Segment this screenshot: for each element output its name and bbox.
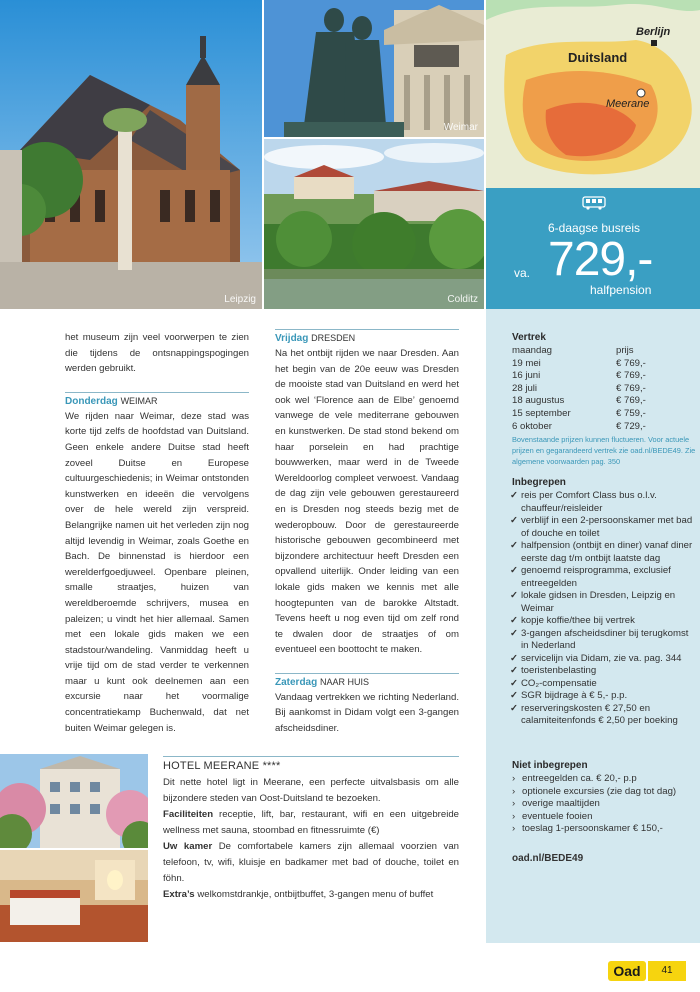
col1-divider xyxy=(65,392,249,393)
departure-date: 18 augustus xyxy=(512,395,565,407)
colditz-caption: Colditz xyxy=(447,294,478,305)
day-friday-heading xyxy=(275,331,459,346)
included-text: reis per Comfort Class bus o.l.v. chauffeur/reisleider xyxy=(521,490,657,514)
hotel-section xyxy=(163,756,459,903)
list-item xyxy=(512,823,676,836)
departure-price: € 759,- xyxy=(616,407,646,419)
excluded-text: optionele excursies (zie dag tot dag) xyxy=(522,785,677,797)
day-saturday-heading xyxy=(275,675,459,690)
list-item xyxy=(510,665,698,678)
included-text: reserveringskosten € 27,50 en calamiteitenfonds € 2,50 per boeking xyxy=(521,702,678,726)
hotel-room xyxy=(163,839,459,887)
goethe-schiller-statue-illustration xyxy=(264,0,484,137)
list-item xyxy=(512,811,676,824)
list-item xyxy=(510,565,698,590)
table-row xyxy=(512,358,646,371)
excluded-text: overige maaltijden xyxy=(522,798,600,809)
col-price-header: prijs xyxy=(616,345,634,356)
departure-date: 28 juli xyxy=(512,382,538,394)
price-prefix: va. xyxy=(514,266,531,280)
included-text: lokale gidsen in Dresden, Leipzig en Weimar xyxy=(521,590,676,614)
table-row xyxy=(512,383,646,396)
chevron-right-icon: › xyxy=(512,773,516,784)
departure-heading: Vertrek xyxy=(512,332,546,343)
included-text: 3-gangen afscheidsdiner bij terugkomst in Nederland xyxy=(521,627,689,651)
price-note: Bovenstaande prijzen kunnen fluctueren. Voor actuele prijzen en gegarandeerd vertrek zie oad.nl/BEDE49. Zie algemene voorwaarden pag. 350 xyxy=(512,435,696,466)
departure-price: € 769,- xyxy=(616,395,646,407)
departure-price: € 769,- xyxy=(616,382,646,394)
list-item xyxy=(510,703,698,728)
oad-logo xyxy=(608,961,646,981)
list-item xyxy=(510,628,698,653)
hotel-facilities xyxy=(163,807,459,839)
included-heading: Inbegrepen xyxy=(512,477,566,488)
colditz-castle-illustration xyxy=(264,139,484,309)
day-place: WEIMAR xyxy=(120,395,158,406)
checkmark-icon: ✓ xyxy=(510,590,519,601)
photo-weimar xyxy=(264,0,484,137)
departure-price: € 769,- xyxy=(616,357,646,369)
list-item xyxy=(512,798,676,811)
chevron-right-icon: › xyxy=(512,798,516,809)
table-row xyxy=(512,395,646,408)
photo-leipzig xyxy=(0,0,262,309)
logo-text: Oad xyxy=(613,963,641,979)
list-item xyxy=(510,690,698,703)
column-2 xyxy=(275,329,459,752)
trip-type: 6-daagse busreis xyxy=(548,221,641,235)
day-thursday-heading xyxy=(65,394,249,409)
column-1 xyxy=(65,330,249,751)
checkmark-icon: ✓ xyxy=(510,690,519,701)
checkmark-icon: ✓ xyxy=(510,515,519,526)
included-text: verblijf in een 2-persoonskamer met bad of douche en toilet xyxy=(521,515,693,539)
checkmark-icon: ✓ xyxy=(510,677,519,689)
price-box xyxy=(486,188,700,309)
checkmark-icon: ✓ xyxy=(510,540,519,551)
hotel-extras xyxy=(163,887,459,903)
departure-date: 15 september xyxy=(512,407,571,419)
page-number-box xyxy=(648,961,686,981)
extras-text: welkomstdrankje, ontbijtbuffet, 3-gangen menu of buffet xyxy=(194,889,434,900)
excluded-text: entreegelden ca. € 20,- p.p xyxy=(522,773,637,784)
day-label: Zaterdag xyxy=(275,676,318,688)
map-germany xyxy=(486,0,700,188)
bus-icon xyxy=(582,196,606,215)
departure-date: 6 oktober xyxy=(512,420,553,432)
hotel-room-illustration xyxy=(0,850,148,942)
included-text: CO₂-compensatie xyxy=(521,677,597,689)
checkmark-icon: ✓ xyxy=(510,652,519,664)
photo-colditz xyxy=(264,139,484,309)
excluded-text: eventuele fooien xyxy=(522,810,593,822)
table-row xyxy=(512,370,646,383)
room-label: Uw kamer xyxy=(163,841,213,852)
checkmark-icon: ✓ xyxy=(510,665,519,676)
list-item xyxy=(510,678,698,691)
chevron-right-icon: › xyxy=(512,810,516,822)
hotel-divider xyxy=(163,756,459,757)
map-city-berlin: Berlijn xyxy=(636,26,671,38)
list-item xyxy=(510,590,698,615)
list-item xyxy=(510,540,698,565)
col2-divider-1 xyxy=(275,329,459,330)
map-country-label: Duitsland xyxy=(568,50,628,65)
leipzig-caption: Leipzig xyxy=(224,294,256,305)
hotel-intro: Dit nette hotel ligt in Meerane, een perfecte uitvalsbasis om alle bijzondere steden van Oost-Duitsland te bezoeken. xyxy=(163,777,459,804)
departure-date: 19 mei xyxy=(512,357,541,369)
photo-hotel-exterior xyxy=(0,754,148,848)
included-list xyxy=(510,490,698,728)
facilities-label: Faciliteiten xyxy=(163,809,214,820)
weimar-caption: Weimar xyxy=(443,122,478,133)
day-label: Vrijdag xyxy=(275,333,309,344)
list-item xyxy=(510,515,698,540)
checkmark-icon: ✓ xyxy=(510,615,519,626)
page-number: 41 xyxy=(661,965,673,976)
facilities-text: receptie, lift, bar, restaurant, wifi en een uitgebreide wellness met sauna, stoombad en fitnessruimte (€) xyxy=(163,809,459,836)
list-item xyxy=(510,490,698,515)
included-text: toeristenbelasting xyxy=(521,665,597,676)
list-item xyxy=(512,773,676,786)
included-text: SGR bijdrage à € 5,- p.p. xyxy=(521,690,628,701)
departure-date: 16 juni xyxy=(512,370,541,382)
booking-link[interactable]: oad.nl/BEDE49 xyxy=(512,853,584,864)
included-text: kopje koffie/thee bij vertrek xyxy=(521,615,635,626)
col2-divider-2 xyxy=(275,673,459,674)
excluded-heading: Niet inbegrepen xyxy=(512,760,588,771)
list-item xyxy=(510,615,698,628)
photo-hotel-room xyxy=(0,850,148,942)
checkmark-icon: ✓ xyxy=(510,627,519,639)
list-item xyxy=(510,653,698,666)
day-place: DRESDEN xyxy=(311,333,356,343)
table-row xyxy=(512,408,646,421)
excluded-text: toeslag 1-persoonskamer € 150,- xyxy=(522,823,663,834)
hotel-title: HOTEL MEERANE **** xyxy=(163,760,281,772)
meerane-marker xyxy=(637,89,645,97)
checkmark-icon: ✓ xyxy=(510,490,519,501)
price-value: 729,- xyxy=(548,233,653,286)
checkmark-icon: ✓ xyxy=(510,702,519,714)
excluded-list xyxy=(512,773,676,836)
chevron-right-icon: › xyxy=(512,823,516,834)
day-friday-text: Na het ontbijt rijden we naar Dresden. Aan het begin van de 20e eeuw was Dresden de mooiste stad van Duitsland en werd het ook wel ‘Florence aan de Elbe’ genoemd vanwege de vele mediterrane gebouwen en kunstwerken. De stad stond bekend om haar porselein en had prachtige bouwwerken, maar werd in de Tweede Wereldoorlog compleet verwoest. Vandaag de dag zijn vele gebouwen gerestaureerd en is Dresden nog steeds bezig met de wederopbouw. Door de gerestaureerde historische gebouwen gecombineerd met bijzondere architectuur heeft Dresden een opvallend uiterlijk. Onder leiding van een lokale gids maken we kennis met alle hoogtepunten van de barokke Altstadt. Tevens heeft u nog even tijd om zelf rond te dwalen door de straatjes of om eventueel een boottocht te maken. xyxy=(275,348,459,656)
departure-table-header xyxy=(512,345,646,358)
hotel-exterior-illustration xyxy=(0,754,148,848)
day-thursday-text: We rijden naar Weimar, deze stad was korte tijd zelfs de hoofdstad van Duitsland. Geen enkele andere Duitse stad heeft zoveel Duitse en Europese cultuurgeschiedenis; in Weimar ontstonden kunstwerken en ideeën die vervolgens over de hele wereld zijn verspreid. Belangrijke namen uit het verleden zijn nog altijd levendig in Weimar, zoals Goethe en Bach. De binnenstad is hierdoor een werelderfgoedjuweel. Openbare pleinen, smalle straatjes, huizen van wereldberoemde schrijvers, musea en paleizen; u vindt het hier allemaal. Samen met een lokale gids maken we een stadstour/wandeling. Vanmiddag heeft u vrije tijd om de stad verder te verkennen maar u kunt ook deelnemen aan een excursie naar het voormalige concentratiekamp Buchenwald, dat net buiten Weimar gelegen is. xyxy=(65,410,249,734)
map-city-meerane: Meerane xyxy=(606,98,650,110)
chevron-right-icon: › xyxy=(512,785,516,797)
departure-price: € 769,- xyxy=(616,370,646,382)
checkmark-icon: ✓ xyxy=(510,565,519,576)
board-type: halfpension xyxy=(590,283,652,297)
day-saturday-text: Vandaag vertrekken we richting Nederland. Bij aankomst in Didam volgt een 3-gangen afscheidsdiner. xyxy=(275,691,459,735)
list-item xyxy=(512,786,676,799)
col1-intro: het museum zijn veel voorwerpen te zien die tijdens de ontsnappingspogingen werden gebruikt. xyxy=(65,332,249,375)
col-date-header: maandag xyxy=(512,345,553,356)
extras-label: Extra’s xyxy=(163,889,195,900)
table-row xyxy=(512,421,646,434)
included-text: servicelijn via Didam, zie va. pag. 344 xyxy=(521,652,682,664)
day-place: NAAR HUIS xyxy=(320,676,370,687)
berlin-marker xyxy=(651,40,657,46)
room-text: De comfortabele kamers zijn allemaal voorzien van telefoon, tv, wifi, kluisje en badkamer met bad of douche, toilet en föhn. xyxy=(163,841,460,884)
included-text: halfpension (ontbijt en diner) vanaf diner eerste dag t/m ontbijt laatste dag xyxy=(521,540,693,564)
departure-table xyxy=(512,345,646,433)
day-label: Donderdag xyxy=(65,395,118,407)
included-text: genoemd reisprogramma, exclusief entreegelden xyxy=(521,565,671,589)
departure-price: € 729,- xyxy=(616,420,646,432)
leipzig-church-illustration xyxy=(0,0,262,309)
